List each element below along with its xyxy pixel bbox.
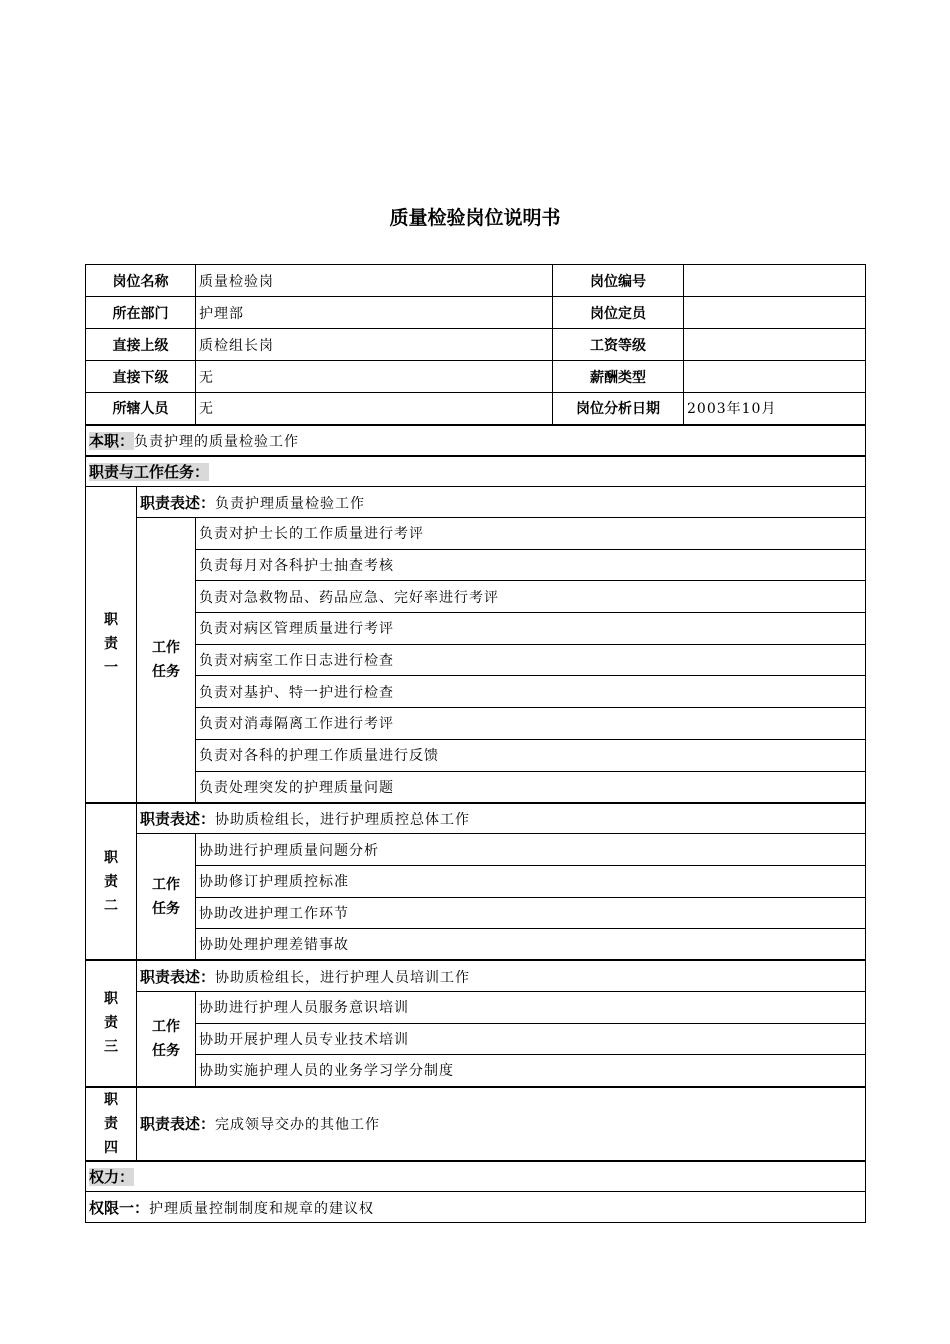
statement-row	[137, 1087, 866, 1161]
duty-row	[86, 425, 866, 456]
task-item: 负责对消毒隔离工作进行考评	[196, 708, 866, 740]
task-item: 负责对病室工作日志进行检查	[196, 644, 866, 676]
responsibilities-header	[86, 456, 866, 487]
field-label: 岗位名称	[86, 265, 196, 297]
task-item: 协助处理护理差错事故	[196, 929, 866, 961]
task-label-text: 工作任务	[152, 639, 180, 680]
header-row	[86, 297, 866, 329]
statement-label: 职责表述：	[140, 967, 216, 986]
task-item: 协助开展护理人员专业技术培训	[196, 1023, 866, 1055]
task-label-text: 工作任务	[152, 876, 180, 917]
task-item: 负责对急救物品、药品应急、完好率进行考评	[196, 581, 866, 613]
task-item: 协助进行护理人员服务意识培训	[196, 991, 866, 1023]
field-value	[684, 297, 866, 329]
task-item: 协助进行护理质量问题分析	[196, 834, 866, 866]
responsibilities-header-label: 职责与工作任务：	[89, 462, 210, 481]
header-row	[86, 393, 866, 425]
power-row	[86, 1161, 866, 1192]
task-label	[137, 518, 196, 803]
statement-label: 职责表述：	[140, 1115, 216, 1133]
statement-text: 负责护理质量检验工作	[215, 495, 366, 512]
task-item: 负责对病区管理质量进行考评	[196, 613, 866, 645]
task-item: 协助修订护理质控标准	[196, 865, 866, 897]
task-label	[137, 834, 196, 961]
field-label: 所在部门	[86, 297, 196, 329]
responsibility-name	[86, 960, 137, 1086]
field-label: 岗位编号	[553, 265, 684, 297]
field-value: 护理部	[196, 297, 553, 329]
authority-text: 护理质量控制制度和规章的建议权	[149, 1200, 375, 1217]
authority-row	[86, 1192, 866, 1223]
responsibility-name-text: 职责四	[104, 1091, 118, 1156]
header-row	[86, 329, 866, 361]
statement-label: 职责表述：	[140, 809, 216, 828]
responsibility-name-text: 职责一	[104, 612, 118, 677]
statement-row	[137, 803, 866, 834]
field-value: 无	[196, 393, 553, 425]
statement-text: 完成领导交办的其他工作	[215, 1117, 381, 1133]
task-label	[137, 991, 196, 1086]
field-value	[684, 265, 866, 297]
field-label: 直接下级	[86, 361, 196, 393]
field-value: 2003年10月	[684, 393, 866, 425]
header-row	[86, 361, 866, 393]
task-label-text: 工作任务	[152, 1018, 180, 1059]
field-label: 工资等级	[553, 329, 684, 361]
field-value: 无	[196, 361, 553, 393]
task-item: 协助改进护理工作环节	[196, 897, 866, 929]
field-label: 薪酬类型	[553, 361, 684, 393]
statement-row	[137, 960, 866, 991]
statement-text: 协助质检组长，进行护理人员培训工作	[215, 969, 471, 986]
duty-label: 本职：	[89, 431, 135, 450]
power-label: 权力：	[89, 1167, 135, 1186]
field-value: 质量检验岗	[196, 265, 553, 297]
statement-row	[137, 487, 866, 518]
field-value	[684, 329, 866, 361]
task-item: 负责每月对各科护士抽查考核	[196, 549, 866, 581]
task-item: 负责对护士长的工作质量进行考评	[196, 518, 866, 550]
field-label: 岗位定员	[553, 297, 684, 329]
field-label: 所辖人员	[86, 393, 196, 425]
task-item: 负责处理突发的护理质量问题	[196, 771, 866, 803]
authority-label: 权限一：	[89, 1198, 150, 1217]
responsibility-name	[86, 487, 137, 803]
task-item: 负责对各科的护理工作质量进行反馈	[196, 739, 866, 771]
field-value	[684, 361, 866, 393]
statement-label: 职责表述：	[140, 493, 216, 512]
responsibility-name	[86, 1087, 137, 1161]
responsibility-name	[86, 803, 137, 961]
task-item: 协助实施护理人员的业务学习学分制度	[196, 1055, 866, 1087]
field-label: 岗位分析日期	[553, 393, 684, 425]
field-value: 质检组长岗	[196, 329, 553, 361]
duty-text: 负责护理的质量检验工作	[134, 433, 300, 450]
task-item: 负责对基护、特一护进行检查	[196, 676, 866, 708]
page-title: 质量检验岗位说明书	[389, 207, 561, 229]
responsibility-name-text: 职责二	[104, 849, 118, 914]
job-description-table	[85, 264, 866, 1223]
field-label: 直接上级	[86, 329, 196, 361]
statement-text: 协助质检组长，进行护理质控总体工作	[215, 811, 471, 828]
responsibility-name-text: 职责三	[104, 991, 118, 1056]
header-row	[86, 265, 866, 297]
